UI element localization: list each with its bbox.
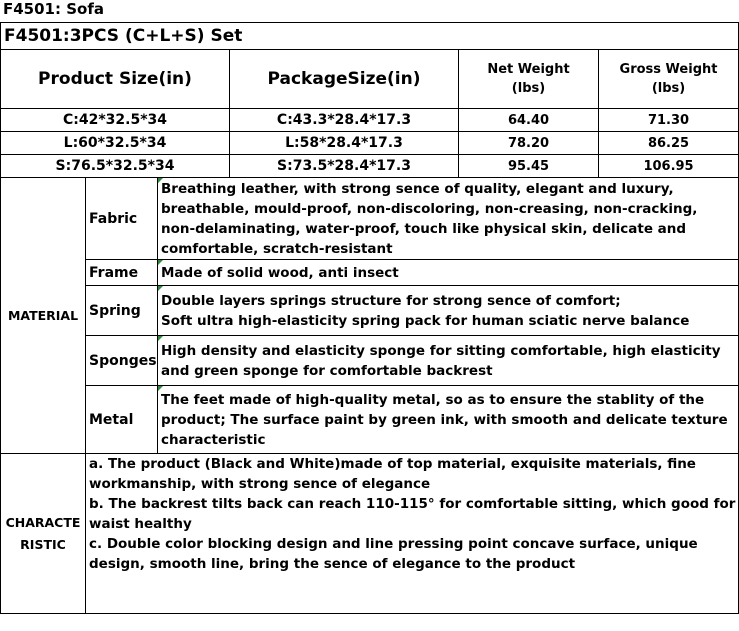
product-size-cell: C:42*32.5*34 — [1, 109, 230, 132]
size-row-c — [1, 109, 739, 132]
package-size-cell: L:58*28.4*17.3 — [230, 132, 459, 155]
gross-weight-header: Gross Weight (lbs) — [599, 50, 739, 109]
package-size-header: PackageSize(in) — [230, 50, 459, 109]
material-label: MATERIAL — [1, 178, 86, 454]
material-desc-fabric: Breathing leather, with strong sence of quality, elegant and luxury, breathable, mould-proof, non-discoloring, non-creasing, non-cracking, non-delaminating, water-proof, touch like physical skin, delicate and comfortable, scratch-resistant — [158, 178, 739, 260]
characteristic-desc: a. The product (Black and White)made of top material, exquisite materials, fine workmanship, with strong sence of elegance b. The backrest tilts back can reach 110-115° for comfortable sitting, which good for waist healthy c. Double color blocking design and line pressing point concave surface, unique design, smooth line, bring the sence of elegance to the product — [86, 454, 739, 614]
material-name-fabric: Fabric — [86, 178, 158, 260]
product-size-cell: S:76.5*32.5*34 — [1, 155, 230, 178]
gross-weight-cell: 106.95 — [599, 155, 739, 178]
size-row-l — [1, 132, 739, 155]
material-desc-spring: Double layers springs structure for strong sence of comfort; Soft ultra high-elasticity spring pack for human sciatic nerve balance — [158, 286, 739, 336]
characteristic-label: CHARACTE RISTIC — [1, 454, 86, 614]
material-name-frame: Frame — [86, 260, 158, 286]
set-title: F4501:3PCS (C+L+S) Set — [1, 23, 739, 50]
material-desc-frame: Made of solid wood, anti insect — [158, 260, 739, 286]
product-size-cell: L:60*32.5*34 — [1, 132, 230, 155]
material-name-sponges: Sponges — [86, 336, 158, 386]
material-desc-metal: The feet made of high-quality metal, so as to ensure the stablity of the product; The surface paint by green ink, with smooth and delicate texture characteristic — [158, 386, 739, 454]
product-size-header: Product Size(in) — [1, 50, 230, 109]
size-row-s — [1, 155, 739, 178]
net-weight-cell: 64.40 — [459, 109, 599, 132]
package-size-cell: S:73.5*28.4*17.3 — [230, 155, 459, 178]
spec-table — [0, 22, 739, 614]
package-size-cell: C:43.3*28.4*17.3 — [230, 109, 459, 132]
gross-weight-cell: 71.30 — [599, 109, 739, 132]
material-name-metal: Metal — [86, 386, 158, 454]
material-name-spring: Spring — [86, 286, 158, 336]
net-weight-cell: 95.45 — [459, 155, 599, 178]
gross-weight-cell: 86.25 — [599, 132, 739, 155]
net-weight-cell: 78.20 — [459, 132, 599, 155]
material-desc-sponges: High density and elasticity sponge for sitting comfortable, high elasticity and green sponge for comfortable backrest — [158, 336, 739, 386]
sheet-caption: F4501: Sofa — [3, 0, 104, 18]
net-weight-header: Net Weight (lbs) — [459, 50, 599, 109]
